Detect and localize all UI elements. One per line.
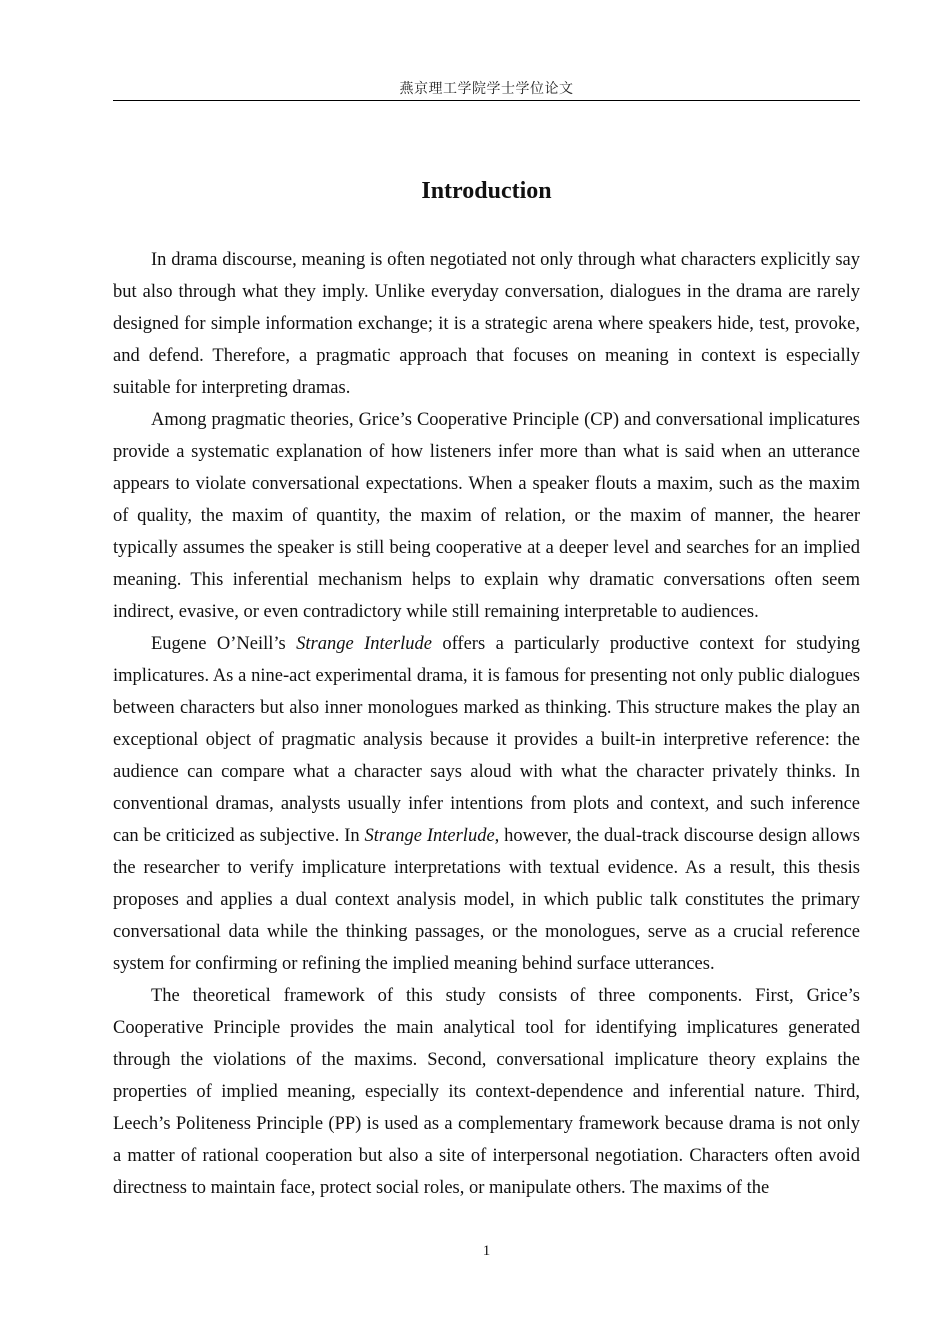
section-title: Introduction — [421, 178, 552, 204]
paragraph-3-text-b: offers a particularly productive context for studying implicatures. As a nine-act experimental drama, it is famous for presenting not only public dialogues between characters but also inner monologues marked as thinking. This structure makes the play an exceptional object of pragmatic analysis because it provides a built-in interpretive reference: the audience can compare what a character says aloud with what the character privately thinks. In conventional dramas, analysts usually infer intentions from plots and context, and such inference can be criticized as subjective. In — [113, 634, 860, 846]
paragraph-3-text-a: Eugene O’Neill’s — [151, 634, 297, 654]
paragraph-1: In drama discourse, meaning is often negotiated not only through what characters explicitly say but also through what they imply. Unlike everyday conversation, dialogues in the drama are rarely designed for simple information exchange; it is a strategic arena where speakers hide, test, provoke, and defend. Therefore, a pragmatic approach that focuses on meaning in context is especially suitable for interpreting dramas. — [113, 250, 860, 398]
play-title: Strange Interlude — [296, 634, 432, 654]
play-title: Strange Interlude — [364, 826, 495, 846]
paragraph-3 — [113, 628, 860, 980]
running-header: 燕京理工学院学士学位论文 — [399, 82, 574, 97]
paragraph-3-text-c: , however, the dual-track discourse design allows the researcher to verify implicature interpretations with textual evidence. As a result, this thesis proposes and applies a dual context analysis model, in which public talk constitutes the primary conversational data while the thinking passages, or the monologues, serve as a crucial reference system for confirming or refining the implied meaning behind surface utterances. — [113, 826, 860, 974]
body-text — [113, 244, 860, 1204]
paragraph-2: Among pragmatic theories, Grice’s Cooperative Principle (CP) and conversational implicatures provide a systematic explanation of how listeners infer more than what is said when an utterance appears to violate conversational expectations. When a speaker flouts a maxim, such as the maxim of quality, the maxim of quantity, the maxim of relation, or the maxim of manner, the hearer typically assumes the speaker is still being cooperative at a deeper level and searches for an implied meaning. This inferential mechanism helps to explain why dramatic conversations often seem indirect, evasive, or even contradictory while still remaining interpretable to audiences. — [113, 410, 860, 622]
page-number: 1 — [482, 1243, 491, 1259]
paragraph-4: The theoretical framework of this study consists of three components. First, Grice’s Cooperative Principle provides the main analytical tool for identifying implicatures generated through the violations of the maxims. Second, conversational implicature theory explains the properties of implied meaning, especially its context-dependence and inferential nature. Third, Leech’s Politeness Principle (PP) is used as a complementary framework because drama is not only a matter of rational cooperation but also a site of interpersonal negotiation. Characters often avoid directness to maintain face, protect social roles, or manipulate others. The maxims of the — [113, 986, 860, 1198]
header-rule — [113, 100, 860, 101]
